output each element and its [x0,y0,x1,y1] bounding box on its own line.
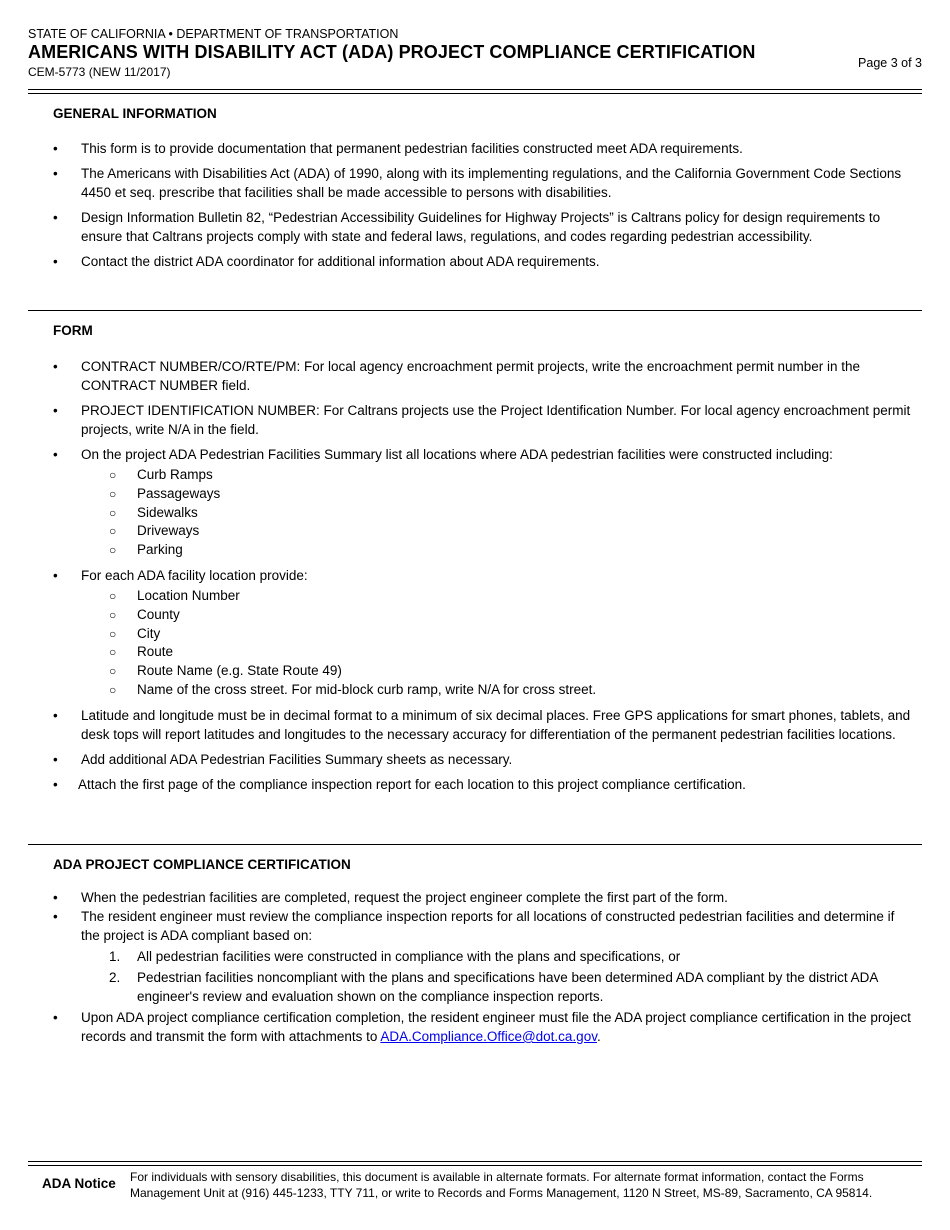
facility-type-list [81,466,914,560]
circle-bullet-icon: ○ [109,468,117,482]
bullet-icon: • [53,210,58,225]
list-item: • Add additional ADA Pedestrian Facilities Summary sheets as necessary. [53,751,513,767]
list-item: ○ Passageways [81,485,914,504]
list-item: • Latitude and longitude must be in decimal format to a minimum of six decimal places. Free GPS applications for smart phones, tablets, and desk tops will report latitudes and longitudes to the necessary accuracy for differentiation of the permanent pedestrian facilities locations. [53,707,911,742]
bullet-icon: • [53,1010,58,1025]
list-item: • Design Information Bulletin 82, “Pedestrian Accessibility Guidelines for Highway Projects” is Caltrans policy for design requirements to ensure that Caltrans projects comply with state and federal laws, regulations, and codes regarding pedestrian accessibility. [53,210,881,244]
bullet-icon: • [53,909,58,924]
list-item: ○ Route [81,643,914,662]
list-item: 1. All pedestrian facilities were constructed in compliance with the plans and specifications, or [109,949,681,964]
form-title: AMERICANS WITH DISABILITY ACT (ADA) PROJECT COMPLIANCE CERTIFICATION [28,42,756,62]
list-item: ○ Parking [81,541,914,560]
footer-rule-bottom [28,1165,922,1166]
section-heading: GENERAL INFORMATION [53,106,217,121]
circle-bullet-icon: ○ [109,505,117,520]
bullet-icon: • [53,403,58,418]
list-item: • When the pedestrian facilities are completed, request the project engineer complete the first part of the form. [53,890,728,905]
form-number: CEM-5773 (NEW 11/2017) [28,65,171,79]
ada-notice-label: ADA Notice [42,1176,116,1191]
bullet-icon: • [53,254,58,269]
list-item: ○ Sidewalks [81,504,914,523]
circle-bullet-icon: ○ [109,486,117,501]
list-item: ○ Name of the cross street. For mid-block curb ramp, write N/A for cross street. [81,681,914,700]
list-item: • CONTRACT NUMBER/CO/RTE/PM: For local agency encroachment permit projects, write the encroachment permit number in the CONTRACT NUMBER field. [53,359,861,393]
bullet-icon: • [53,567,58,583]
bullet-icon: • [53,890,58,905]
list-item: ○ County [81,606,914,625]
bullet-icon: • [53,141,58,156]
circle-bullet-icon: ○ [109,645,117,660]
compliance-email-link[interactable]: ADA.Compliance.Office@dot.ca.gov [380,1029,597,1044]
section-divider [28,310,922,311]
header-rule-top [28,89,922,90]
circle-bullet-icon: ○ [109,682,117,697]
circle-bullet-icon: ○ [109,543,117,558]
list-item: • The Americans with Disabilities Act (ADA) of 1990, along with its implementing regulations, and the California Government Code Sections 4450 et seq. prescribe that facilities shall be made accessible to persons with disabilities. [53,166,902,200]
location-field-list [81,587,914,700]
section-divider [28,844,922,845]
header-rule-bottom [28,93,922,94]
bullet-icon: • [53,751,58,767]
circle-bullet-icon: ○ [109,626,117,641]
agency-line: STATE OF CALIFORNIA • DEPARTMENT OF TRANSPORTATION [28,27,399,41]
footer-rule-top [28,1161,922,1162]
list-item: • Upon ADA project compliance certification completion, the resident engineer must file the ADA project compliance certification in the project records and transmit the form with attachments to ADA.Compliance.Office@dot.ca.gov. [53,1010,911,1044]
list-item: • On the project ADA Pedestrian Facilities Summary list all locations where ADA pedestrian facilities were constructed including: ○ Curb Ramps ○ Passageways ○ Sidewalks ○ Driveways ○ Parking [28,445,922,560]
list-item: ○ Driveways [81,522,914,541]
list-item: ○ Location Number [81,587,914,606]
ada-notice-text: For individuals with sensory disabilities, this document is available in alternate formats. For alternate format information, contact the Forms Management Unit at (916) 445-1233, TTY 711, or write to Records and Forms Management, 1120 N Street, MS-89, Sacramento, CA 95814. [130,1170,873,1200]
section-heading: ADA PROJECT COMPLIANCE CERTIFICATION [53,857,351,872]
circle-bullet-icon: ○ [109,524,117,539]
circle-bullet-icon: ○ [109,588,117,603]
section-heading: FORM [53,323,93,338]
bullet-icon: • [53,776,58,792]
list-item: • Contact the district ADA coordinator for additional information about ADA requirements. [53,254,600,269]
list-item: • PROJECT IDENTIFICATION NUMBER: For Caltrans projects use the Project Identification Number. For local agency encroachment permit projects, write N/A in the field. [53,403,911,437]
list-item: • Attach the first page of the compliance inspection report for each location to this project compliance certification. [53,776,746,792]
bullet-icon: • [53,166,58,181]
list-item: • For each ADA facility location provide: ○ Location Number ○ County ○ City ○ Route ○ Route Name (e.g. State Route 49) ○ Name of the cross street. For mid-block curb ramp, write N/A for cross street. [28,566,922,700]
bullet-icon: • [53,707,58,723]
list-item: ○ Curb Ramps [81,466,914,485]
circle-bullet-icon: ○ [109,607,117,622]
bullet-icon: • [53,447,58,462]
list-item: • The resident engineer must review the compliance inspection reports for all locations of constructed pedestrian facilities and determine if the project is ADA compliant based on: 1. All pedestrian facilities were constructed in compliance with the plans and specifications, or 2. Pedestrian facilities noncompliant with the plans and specifications have been determined ADA compliant by the district ADA engineer's review and evaluation shown on the compliance inspection reports. [28,907,922,1006]
list-item: ○ City [81,625,914,644]
bullet-icon: • [53,359,58,374]
list-item: • This form is to provide documentation that permanent pedestrian facilities constructed meet ADA requirements. [53,141,743,156]
list-item: 2. Pedestrian facilities noncompliant with the plans and specifications have been determined ADA compliant by the district ADA engineer's review and evaluation shown on the compliance inspection reports. [109,970,878,1004]
list-item: ○ Route Name (e.g. State Route 49) [81,662,914,681]
criteria-list [81,947,914,1006]
page-number: Page 3 of 3 [858,56,922,70]
circle-bullet-icon: ○ [109,664,117,679]
